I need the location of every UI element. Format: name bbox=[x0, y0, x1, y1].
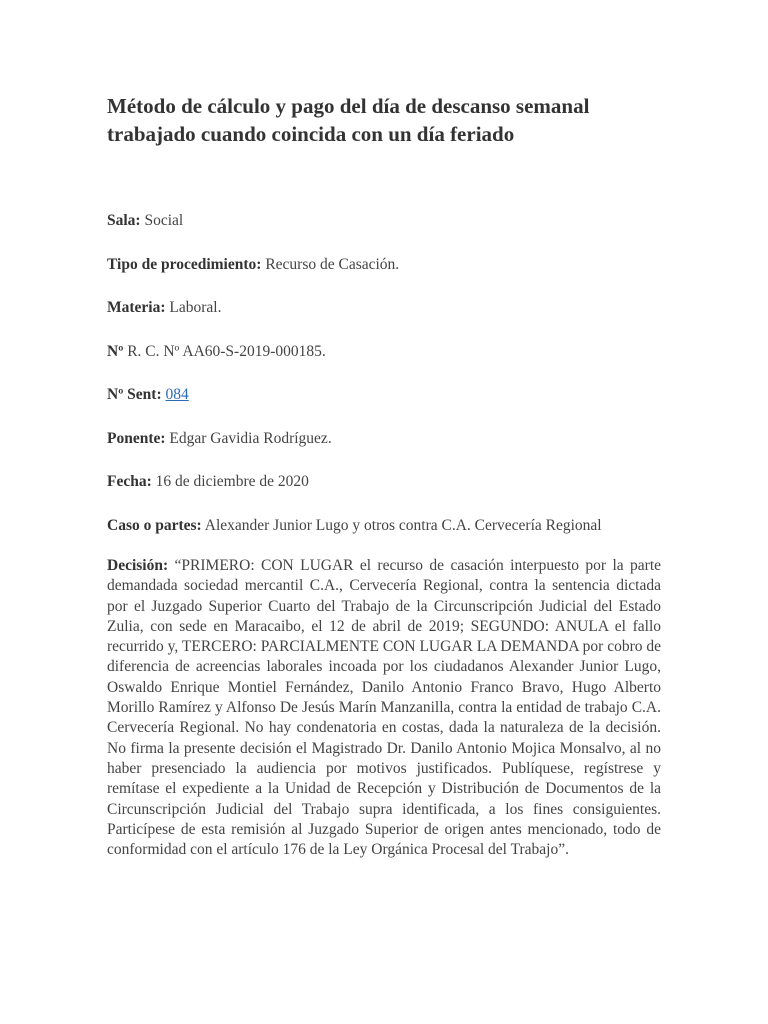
field-sentencia bbox=[107, 384, 662, 406]
field-tipo-procedimiento bbox=[107, 254, 662, 276]
decision-label: Decisión: bbox=[107, 557, 169, 574]
field-materia-label: Materia: bbox=[107, 299, 166, 316]
field-numero-value: R. C. Nº AA60-S-2019-000185. bbox=[127, 343, 326, 360]
field-caso-label: Caso o partes: bbox=[107, 517, 202, 534]
decision-text: “PRIMERO: CON LUGAR el recurso de casación interpuesto por la parte demandada sociedad mercantil C.A., Cervecería Regional, contra la sentencia dictada por el Juzgado Superior Cuarto del Trabajo de la Circunscripción Judicial del Estado Zulia, con sede en Maracaibo, el 12 de abril de 2019; SEGUNDO: ANULA el fallo recurrido y, TERCERO: PARCIALMENTE CON LUGAR LA DEMANDA por cobro de diferencia de acreencias laborales incoada por los ciudadanos Alexander Junior Lugo, Oswaldo Enrique Montiel Fernández, Danilo Antonio Franco Bravo, Hugo Alberto Morillo Ramírez y Alfonso De Jesús Marín Manzanilla, contra la entidad de trabajo C.A. Cervecería Regional. No hay condenatoria en costas, dada la naturaleza de la decisión. No firma la presente decisión el Magistrado Dr. Danilo Antonio Mojica Monsalvo, al no haber presenciado la audiencia por motivos justificados. Publíquese, regístrese y remítase el expediente a la Unidad de Recepción y Distribución de Documentos de la Circunscripción Judicial del Trabajo supra identificada, a los fines consiguientes. Particípese de esta remisión al Juzgado Superior de origen antes mencionado, todo de conformidad con el artículo 176 de la Ley Orgánica Procesal del Trabajo”. bbox=[107, 557, 662, 859]
field-numero bbox=[107, 341, 662, 363]
sentencia-link[interactable]: 084 bbox=[165, 386, 189, 403]
field-fecha-value: 16 de diciembre de 2020 bbox=[155, 473, 309, 490]
document-title: Método de cálculo y pago del día de descanso semanal trabajado cuando coincida con un día feriado bbox=[107, 94, 590, 146]
field-tipo-value: Recurso de Casación. bbox=[265, 256, 400, 273]
field-fecha bbox=[107, 471, 662, 493]
field-numero-label: Nº bbox=[107, 343, 124, 360]
field-caso-value: Alexander Junior Lugo y otros contra C.A. Cervecería Regional bbox=[204, 517, 602, 534]
field-caso-partes bbox=[107, 515, 707, 537]
field-ponente-label: Ponente: bbox=[107, 430, 166, 447]
field-sentencia-label: Nº Sent: bbox=[107, 386, 162, 403]
field-ponente-value: Edgar Gavidia Rodríguez. bbox=[169, 430, 332, 447]
decision-paragraph bbox=[107, 556, 661, 860]
field-ponente bbox=[107, 428, 662, 450]
field-materia-value: Laboral. bbox=[169, 299, 222, 316]
field-sala-value: Social bbox=[144, 212, 184, 229]
field-tipo-label: Tipo de procedimiento: bbox=[107, 256, 262, 273]
field-fecha-label: Fecha: bbox=[107, 473, 152, 490]
field-sala-label: Sala: bbox=[107, 212, 141, 229]
field-materia bbox=[107, 297, 662, 319]
field-sala bbox=[107, 210, 662, 232]
